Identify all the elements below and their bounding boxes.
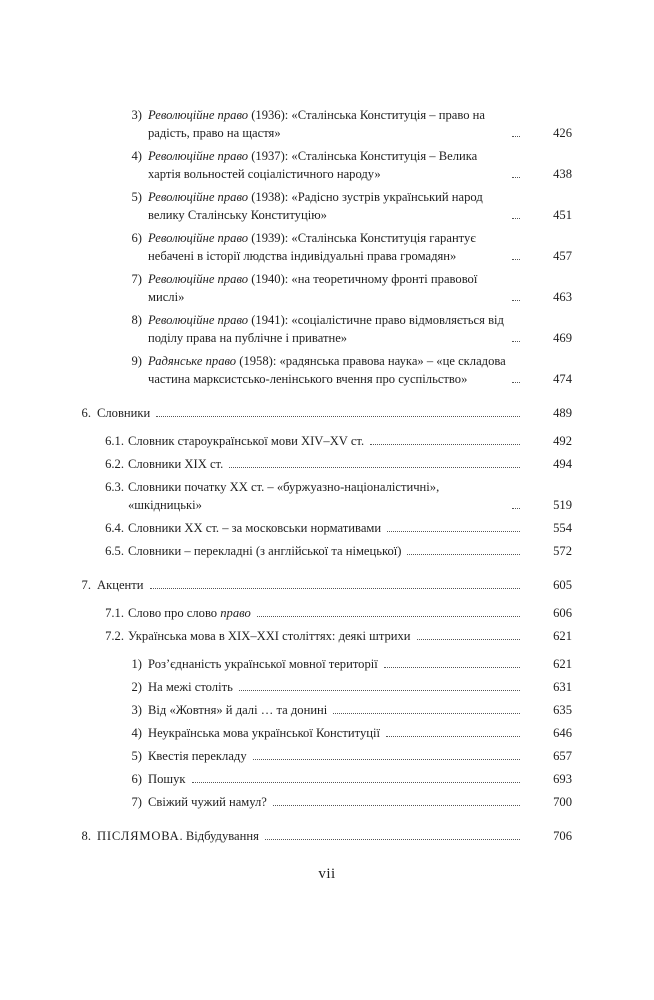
toc-entry-language-5[interactable]	[0, 747, 654, 765]
entry-page: 474	[553, 372, 572, 386]
dot-leader	[229, 467, 520, 468]
dot-leader	[253, 759, 520, 760]
subsection-page: 572	[553, 544, 572, 558]
section-number: 6.	[81, 406, 91, 420]
toc-entry-language-1[interactable]	[0, 655, 654, 673]
entry-title: На межі століть	[148, 680, 233, 694]
entry-page: 469	[553, 331, 572, 345]
dot-leader	[512, 300, 520, 301]
toc-entry-language-6[interactable]	[0, 770, 654, 788]
entry-title: Революційне право (1940): «на теоретичному фронті правової мислі»	[148, 272, 478, 304]
dot-leader	[512, 341, 520, 342]
entry-page: 693	[553, 772, 572, 786]
entry-number: 6)	[131, 772, 142, 786]
entry-page: 457	[553, 249, 572, 263]
entry-number: 4)	[131, 149, 142, 163]
entry-number: 7)	[131, 795, 142, 809]
subsection-page: 554	[553, 521, 572, 535]
section-title: ПІСЛЯМОВА. Відбудування	[97, 829, 259, 843]
subsection-page: 519	[553, 498, 572, 512]
subsection-number: 6.5.	[105, 544, 124, 558]
entry-page: 621	[553, 657, 572, 671]
entry-number: 9)	[131, 354, 142, 368]
toc-subsection-7-2[interactable]	[0, 627, 654, 645]
toc-subsection-6-1[interactable]	[0, 432, 654, 450]
journal-title: Радянське право	[148, 354, 237, 368]
subsection-title: Словники початку XX ст. – «буржуазно-націоналістичні», «шкідницькі»	[128, 480, 440, 512]
entry-number: 5)	[131, 190, 142, 204]
subsection-title: Словники XX ст. – за московськи нормативами	[128, 521, 382, 535]
entry-title: Радянське право (1958): «радянська правова наука» – «це складова частина марксистсько-ленінського вчення про суспільство»	[148, 354, 506, 386]
entry-title: Роз’єднаність української мовної території	[148, 657, 378, 671]
dot-leader	[386, 736, 520, 737]
toc-entry-language-4[interactable]	[0, 724, 654, 742]
toc-entry-revolution-6[interactable]	[0, 229, 654, 265]
dot-leader	[417, 639, 520, 640]
dot-leader	[384, 667, 520, 668]
toc-subsection-7-1[interactable]	[0, 604, 654, 622]
subsection-number: 6.3.	[105, 480, 124, 494]
subsection-page: 494	[553, 457, 572, 471]
entry-title: Квестія перекладу	[148, 749, 247, 763]
toc-subsection-6-5[interactable]	[0, 542, 654, 560]
section-title: Словники	[97, 406, 151, 420]
dot-leader	[333, 713, 520, 714]
entry-number: 7)	[131, 272, 142, 286]
toc-section-6[interactable]	[0, 404, 654, 422]
toc-entry-language-7[interactable]	[0, 793, 654, 811]
dot-leader	[370, 444, 520, 445]
entry-title: Неукраїнська мова української Конституції	[148, 726, 381, 740]
entry-number: 5)	[131, 749, 142, 763]
dot-leader	[150, 588, 520, 589]
entry-title: Свіжий чужий намул?	[148, 795, 267, 809]
dot-leader	[257, 616, 520, 617]
subsection-page: 492	[553, 434, 572, 448]
subsection-number: 6.4.	[105, 521, 124, 535]
journal-title: Революційне право	[148, 190, 249, 204]
subsection-title: Українська мова в XIX–XXI століттях: деякі штрихи	[128, 629, 411, 643]
entry-page: 646	[553, 726, 572, 740]
dot-leader	[192, 782, 520, 783]
entry-title: Революційне право (1936): «Сталінська Конституція – право на радість, право на щастя»	[148, 108, 486, 140]
entry-page: 451	[553, 208, 572, 222]
subsection-number: 7.1.	[105, 606, 124, 620]
entry-title: Революційне право (1938): «Радісно зустрів український народ велику Сталінську Конституцію»	[148, 190, 483, 222]
entry-number: 3)	[131, 703, 142, 717]
entry-title: Революційне право (1937): «Сталінська Конституція – Велика хартія вольностей соціалістичного народу»	[148, 149, 478, 181]
entry-page: 700	[553, 795, 572, 809]
toc-subsection-6-2[interactable]	[0, 455, 654, 473]
section-page: 489	[553, 406, 572, 420]
entry-number: 8)	[131, 313, 142, 327]
subsection-page: 606	[553, 606, 572, 620]
entry-page: 438	[553, 167, 572, 181]
entry-number: 2)	[131, 680, 142, 694]
entry-page: 463	[553, 290, 572, 304]
page-number-folio: vii	[318, 866, 336, 882]
toc-section-8[interactable]	[0, 827, 654, 845]
dot-leader	[156, 416, 520, 417]
entry-number: 1)	[131, 657, 142, 671]
journal-title: Революційне право	[148, 231, 249, 245]
entry-title: Від «Жовтня» й далі … та донині	[148, 703, 328, 717]
entry-number: 3)	[131, 108, 142, 122]
dot-leader	[512, 177, 520, 178]
dot-leader	[512, 136, 520, 137]
toc-subsection-6-3[interactable]	[0, 478, 654, 514]
entry-title: Пошук	[148, 772, 186, 786]
subsection-number: 6.1.	[105, 434, 124, 448]
section-page: 605	[553, 578, 572, 592]
dot-leader	[512, 259, 520, 260]
toc-entry-revolution-9[interactable]	[0, 352, 654, 388]
toc-subsection-6-4[interactable]	[0, 519, 654, 537]
subsection-page: 621	[553, 629, 572, 643]
entry-title: Революційне право (1939): «Сталінська Конституція гарантує небачені в історії людства індивідуальні права громадян»	[148, 231, 476, 263]
journal-title: Революційне право	[148, 149, 249, 163]
dot-leader	[512, 218, 520, 219]
dot-leader	[239, 690, 520, 691]
toc-entry-revolution-3[interactable]	[0, 106, 654, 142]
dot-leader	[265, 839, 520, 840]
subsection-title: Словник староукраїнської мови XIV–XV ст.	[128, 434, 365, 448]
toc-entry-revolution-8[interactable]	[0, 311, 654, 347]
toc-entry-revolution-4[interactable]	[0, 147, 654, 183]
journal-title: Революційне право	[148, 313, 249, 327]
entry-page: 635	[553, 703, 572, 717]
entry-title: Революційне право (1941): «соціалістичне право відмовляється від поділу права на публічне і приватне»	[148, 313, 504, 345]
journal-title: Революційне право	[148, 272, 249, 286]
subsection-title: Словники – перекладні (з англійської та німецької)	[128, 544, 402, 558]
section-title: Акценти	[97, 578, 144, 592]
journal-title: Революційне право	[148, 108, 249, 122]
subsection-title: Слово про слово право	[128, 606, 251, 620]
toc-section-7[interactable]	[0, 576, 654, 594]
entry-number: 4)	[131, 726, 142, 740]
subsection-title: Словники XIX ст.	[128, 457, 224, 471]
dot-leader	[512, 382, 520, 383]
dot-leader	[407, 554, 520, 555]
dot-leader	[273, 805, 520, 806]
table-of-contents	[0, 106, 654, 845]
toc-entry-language-2[interactable]	[0, 678, 654, 696]
entry-page: 657	[553, 749, 572, 763]
entry-number: 6)	[131, 231, 142, 245]
toc-entry-language-3[interactable]	[0, 701, 654, 719]
toc-entry-revolution-5[interactable]	[0, 188, 654, 224]
section-page: 706	[553, 829, 572, 843]
section-number: 8.	[81, 829, 91, 843]
toc-entry-revolution-7[interactable]	[0, 270, 654, 306]
entry-page: 426	[553, 126, 572, 140]
section-number: 7.	[81, 578, 91, 592]
subsection-number: 6.2.	[105, 457, 124, 471]
entry-page: 631	[553, 680, 572, 694]
dot-leader	[512, 508, 520, 509]
subsection-number: 7.2.	[105, 629, 124, 643]
dot-leader	[387, 531, 520, 532]
